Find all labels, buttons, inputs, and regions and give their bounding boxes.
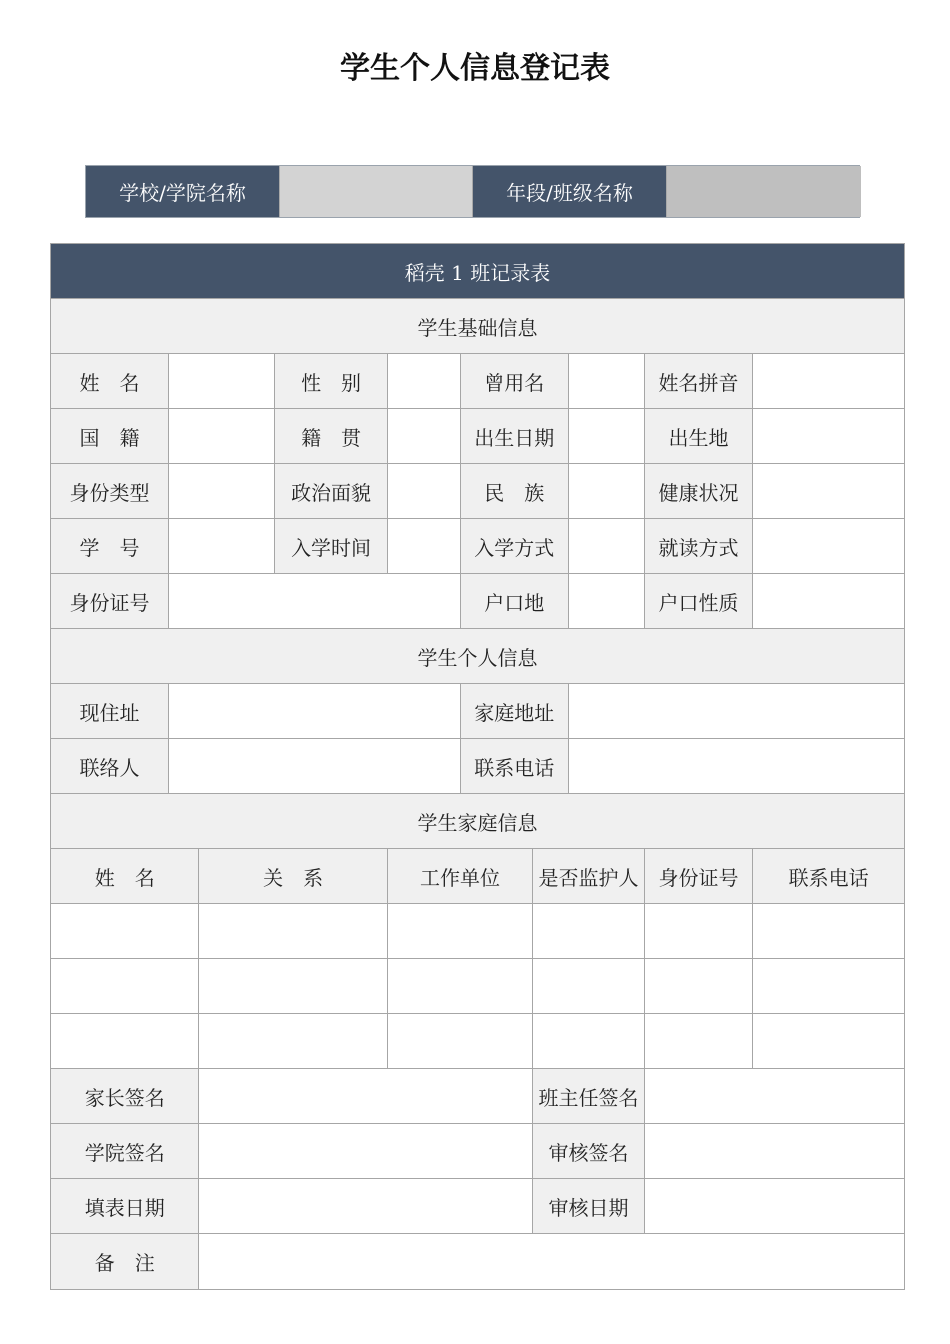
label-teacher-sign: 班主任签名 bbox=[533, 1069, 645, 1124]
label-household-reg: 户口地 bbox=[460, 574, 568, 629]
family-cell[interactable] bbox=[644, 959, 752, 1014]
table-row bbox=[51, 904, 905, 959]
family-cell[interactable] bbox=[533, 1014, 645, 1069]
school-name-field[interactable] bbox=[279, 166, 473, 217]
family-cell[interactable] bbox=[51, 1014, 199, 1069]
label-contact-phone: 联系电话 bbox=[460, 739, 568, 794]
class-name-field[interactable] bbox=[666, 166, 861, 217]
family-cell[interactable] bbox=[199, 1014, 387, 1069]
label-home-address: 家庭地址 bbox=[460, 684, 568, 739]
field-id-number[interactable] bbox=[168, 574, 460, 629]
field-ethnicity[interactable] bbox=[568, 464, 644, 519]
label-birth-date: 出生日期 bbox=[460, 409, 568, 464]
field-birth-date[interactable] bbox=[568, 409, 644, 464]
family-col-phone: 联系电话 bbox=[753, 849, 905, 904]
field-teacher-sign[interactable] bbox=[644, 1069, 904, 1124]
field-current-address[interactable] bbox=[168, 684, 460, 739]
field-id-type[interactable] bbox=[168, 464, 274, 519]
family-col-name: 姓 名 bbox=[51, 849, 199, 904]
family-cell[interactable] bbox=[533, 959, 645, 1014]
label-fill-date: 填表日期 bbox=[51, 1179, 199, 1234]
family-col-relation: 关 系 bbox=[199, 849, 387, 904]
field-home-address[interactable] bbox=[568, 684, 904, 739]
label-former-name: 曾用名 bbox=[460, 354, 568, 409]
field-political-status[interactable] bbox=[387, 464, 460, 519]
table-row bbox=[51, 1014, 905, 1069]
family-cell[interactable] bbox=[644, 904, 752, 959]
family-cell[interactable] bbox=[387, 1014, 532, 1069]
school-class-bar bbox=[85, 165, 860, 218]
label-remarks: 备 注 bbox=[51, 1234, 199, 1290]
label-enroll-time: 入学时间 bbox=[275, 519, 388, 574]
section-family-info: 学生家庭信息 bbox=[51, 794, 905, 849]
label-id-type: 身份类型 bbox=[51, 464, 169, 519]
label-native-place: 籍 贯 bbox=[275, 409, 388, 464]
field-parent-sign[interactable] bbox=[199, 1069, 533, 1124]
field-student-no[interactable] bbox=[168, 519, 274, 574]
label-parent-sign: 家长签名 bbox=[51, 1069, 199, 1124]
field-gender[interactable] bbox=[387, 354, 460, 409]
section-basic-info: 学生基础信息 bbox=[51, 299, 905, 354]
label-college-sign: 学院签名 bbox=[51, 1124, 199, 1179]
family-cell[interactable] bbox=[753, 904, 905, 959]
family-cell[interactable] bbox=[644, 1014, 752, 1069]
field-enroll-method[interactable] bbox=[568, 519, 644, 574]
family-col-guardian: 是否监护人 bbox=[533, 849, 645, 904]
family-cell[interactable] bbox=[387, 904, 532, 959]
label-household-type: 户口性质 bbox=[644, 574, 752, 629]
class-name-label: 年段/班级名称 bbox=[473, 166, 666, 217]
label-study-mode: 就读方式 bbox=[644, 519, 752, 574]
field-remarks[interactable] bbox=[199, 1234, 905, 1290]
label-id-number: 身份证号 bbox=[51, 574, 169, 629]
field-former-name[interactable] bbox=[568, 354, 644, 409]
label-name: 姓 名 bbox=[51, 354, 169, 409]
field-contact[interactable] bbox=[168, 739, 460, 794]
record-table bbox=[50, 243, 905, 1290]
family-col-employer: 工作单位 bbox=[387, 849, 532, 904]
label-political-status: 政治面貌 bbox=[275, 464, 388, 519]
label-enroll-method: 入学方式 bbox=[460, 519, 568, 574]
section-personal-info: 学生个人信息 bbox=[51, 629, 905, 684]
table-banner: 稻壳 1 班记录表 bbox=[51, 244, 905, 299]
label-birth-place: 出生地 bbox=[644, 409, 752, 464]
family-cell[interactable] bbox=[533, 904, 645, 959]
label-current-address: 现住址 bbox=[51, 684, 169, 739]
field-review-date[interactable] bbox=[644, 1179, 904, 1234]
family-cell[interactable] bbox=[753, 1014, 905, 1069]
field-nationality[interactable] bbox=[168, 409, 274, 464]
label-gender: 性 别 bbox=[275, 354, 388, 409]
label-student-no: 学 号 bbox=[51, 519, 169, 574]
field-contact-phone[interactable] bbox=[568, 739, 904, 794]
school-name-label: 学校/学院名称 bbox=[86, 166, 279, 217]
field-enroll-time[interactable] bbox=[387, 519, 460, 574]
family-cell[interactable] bbox=[199, 959, 387, 1014]
field-name-pinyin[interactable] bbox=[753, 354, 905, 409]
label-name-pinyin: 姓名拼音 bbox=[644, 354, 752, 409]
field-health[interactable] bbox=[753, 464, 905, 519]
page-title: 学生个人信息登记表 bbox=[340, 51, 610, 86]
field-fill-date[interactable] bbox=[199, 1179, 533, 1234]
field-household-reg[interactable] bbox=[568, 574, 644, 629]
label-review-date: 审核日期 bbox=[533, 1179, 645, 1234]
field-native-place[interactable] bbox=[387, 409, 460, 464]
label-contact: 联络人 bbox=[51, 739, 169, 794]
family-cell[interactable] bbox=[199, 904, 387, 959]
family-cell[interactable] bbox=[387, 959, 532, 1014]
field-college-sign[interactable] bbox=[199, 1124, 533, 1179]
field-name[interactable] bbox=[168, 354, 274, 409]
field-study-mode[interactable] bbox=[753, 519, 905, 574]
field-household-type[interactable] bbox=[753, 574, 905, 629]
label-health: 健康状况 bbox=[644, 464, 752, 519]
table-row bbox=[51, 959, 905, 1014]
family-cell[interactable] bbox=[51, 959, 199, 1014]
label-review-sign: 审核签名 bbox=[533, 1124, 645, 1179]
label-ethnicity: 民 族 bbox=[460, 464, 568, 519]
label-nationality: 国 籍 bbox=[51, 409, 169, 464]
family-col-id-number: 身份证号 bbox=[644, 849, 752, 904]
family-cell[interactable] bbox=[51, 904, 199, 959]
field-review-sign[interactable] bbox=[644, 1124, 904, 1179]
field-birth-place[interactable] bbox=[753, 409, 905, 464]
family-cell[interactable] bbox=[753, 959, 905, 1014]
